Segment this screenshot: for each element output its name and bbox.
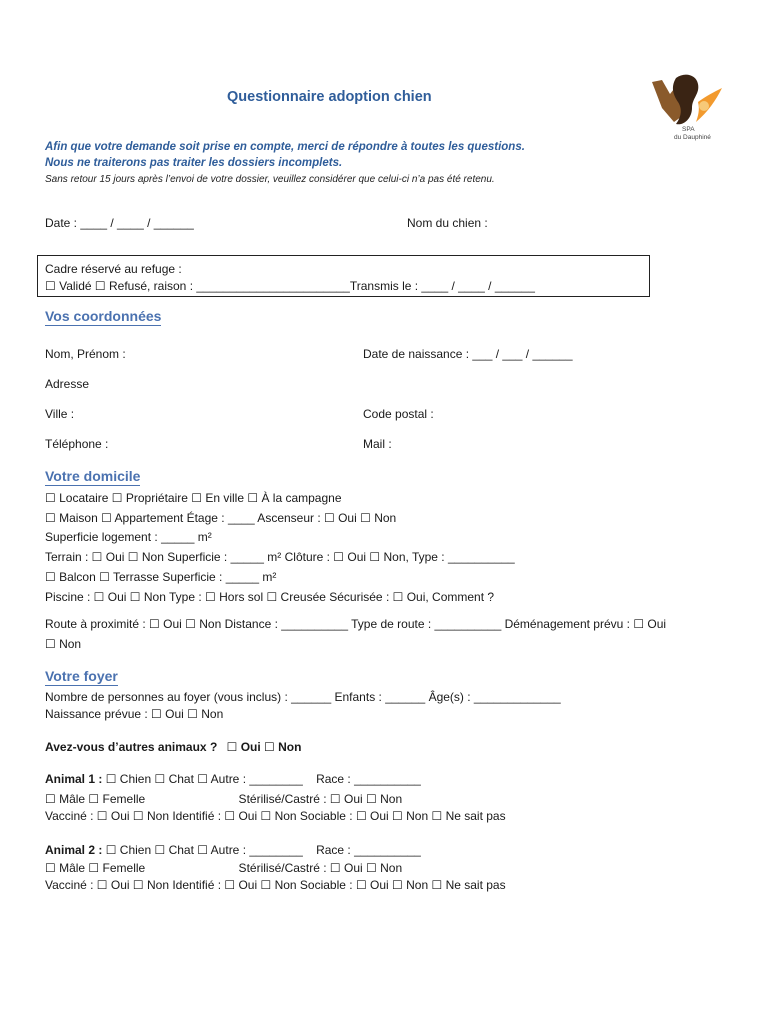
domicile-line[interactable]: Terrain : ☐ Oui ☐ Non Superficie : _____ m² Clôture : ☐ Oui ☐ Non, Type : __________ xyxy=(45,550,515,564)
date-naissance-field[interactable]: Date de naissance : ___ / ___ / ______ xyxy=(363,347,573,361)
domicile-line[interactable]: ☐ Maison ☐ Appartement Étage : ____ Ascenseur : ☐ Oui ☐ Non xyxy=(45,511,397,525)
logo-line-1: SPA xyxy=(682,126,695,133)
foyer-line[interactable]: Naissance prévue : ☐ Oui ☐ Non xyxy=(45,707,224,721)
domicile-line[interactable]: ☐ Non xyxy=(45,637,82,651)
section-foyer: Votre foyer xyxy=(45,668,118,684)
intro-line-2: Nous ne traiterons pas traiter les dossiers incomplets. xyxy=(45,157,343,169)
animal-1-line-2[interactable]: ☐ Mâle ☐ Femelle Stérilisé/Castré : ☐ Oui ☐ Non xyxy=(45,792,403,806)
domicile-line[interactable]: ☐ Balcon ☐ Terrasse Superficie : _____ m² xyxy=(45,570,277,584)
nom-prenom-field[interactable]: Nom, Prénom : xyxy=(45,347,126,361)
adresse-field[interactable]: Adresse xyxy=(45,377,90,391)
section-coordonnees: Vos coordonnées xyxy=(45,308,162,324)
domicile-line[interactable]: Superficie logement : _____ m² xyxy=(45,530,212,544)
code-postal-field[interactable]: Code postal : xyxy=(363,407,434,421)
autres-animaux-options[interactable]: ☐ Oui ☐ Non xyxy=(226,740,302,754)
animal-1-species[interactable]: ☐ Chien ☐ Chat ☐ Autre : ________ Race : __________ xyxy=(102,772,421,786)
foyer-line[interactable]: Nombre de personnes au foyer (vous inclus) : ______ Enfants : ______ Âge(s) : _____________ xyxy=(45,690,561,704)
domicile-line[interactable]: Piscine : ☐ Oui ☐ Non Type : ☐ Hors sol ☐ Creusée Sécurisée : ☐ Oui, Comment ? xyxy=(45,590,495,604)
mail-field[interactable]: Mail : xyxy=(363,437,392,451)
intro-line-1: Afin que votre demande soit prise en compte, merci de répondre à toutes les questions. xyxy=(45,141,525,153)
autres-animaux-question[interactable] xyxy=(45,740,301,754)
autres-animaux-label: Avez-vous d’autres animaux ? xyxy=(45,740,218,754)
animal-2-line-2[interactable]: ☐ Mâle ☐ Femelle Stérilisé/Castré : ☐ Oui ☐ Non xyxy=(45,861,403,875)
date-field[interactable]: Date : ____ / ____ / ______ xyxy=(45,216,194,230)
dog-name-field[interactable]: Nom du chien : xyxy=(407,216,488,230)
page-title: Questionnaire adoption chien xyxy=(227,89,432,105)
animal-2-species[interactable]: ☐ Chien ☐ Chat ☐ Autre : ________ Race : __________ xyxy=(102,843,421,857)
domicile-line[interactable]: ☐ Locataire ☐ Propriétaire ☐ En ville ☐ À la campagne xyxy=(45,491,342,505)
animal-1-line-1[interactable] xyxy=(45,772,421,786)
refuge-label: Cadre réservé au refuge : xyxy=(45,262,182,276)
animal-1-label: Animal 1 : xyxy=(45,772,103,786)
animal-2-label: Animal 2 : xyxy=(45,843,103,857)
ville-field[interactable]: Ville : xyxy=(45,407,75,421)
animal-1-line-3[interactable]: Vacciné : ☐ Oui ☐ Non Identifié : ☐ Oui ☐ Non Sociable : ☐ Oui ☐ Non ☐ Ne sait pas xyxy=(45,809,506,823)
intro-line-3: Sans retour 15 jours après l’envoi de votre dossier, veuillez considérer que celui-ci n’a pas été retenu. xyxy=(45,174,495,185)
logo-line-2: du Dauphiné xyxy=(674,134,711,141)
animal-2-line-1[interactable] xyxy=(45,843,421,857)
spa-logo xyxy=(648,72,728,142)
domicile-line[interactable]: Route à proximité : ☐ Oui ☐ Non Distance : __________ Type de route : __________ Déménagement prévu : ☐ Oui xyxy=(45,617,667,631)
dog-cat-logo-icon xyxy=(648,72,728,130)
animal-2-line-3[interactable]: Vacciné : ☐ Oui ☐ Non Identifié : ☐ Oui ☐ Non Sociable : ☐ Oui ☐ Non ☐ Ne sait pas xyxy=(45,878,506,892)
telephone-field[interactable]: Téléphone : xyxy=(45,437,109,451)
refuge-status-line: ☐ Validé ☐ Refusé, raison : _______________________Transmis le : ____ / ____ / ______ xyxy=(45,279,535,293)
section-domicile: Votre domicile xyxy=(45,468,141,484)
